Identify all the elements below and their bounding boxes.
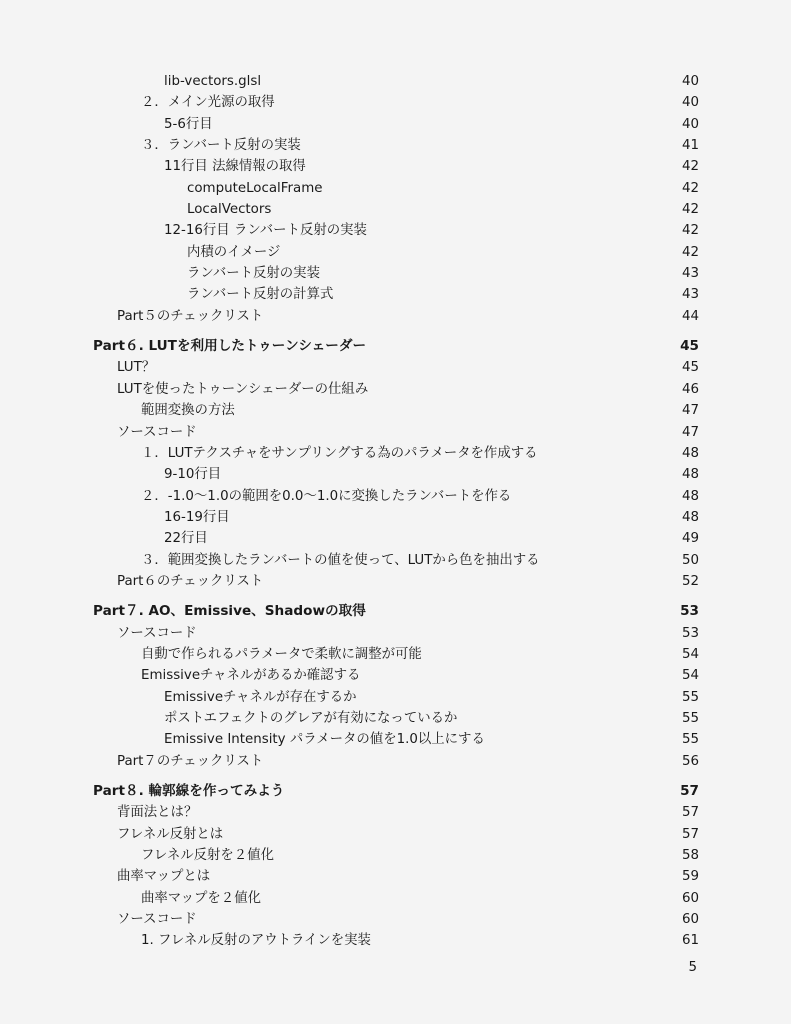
toc-entry-page: 50 (681, 552, 699, 568)
toc-entry[interactable] (93, 220, 699, 241)
toc-entry[interactable] (93, 909, 699, 930)
toc-entry-title: ソースコード (117, 424, 197, 440)
toc-entry[interactable] (93, 178, 699, 199)
toc-entry-page: 48 (681, 467, 699, 483)
toc-entry-title: ３．ランバート反射の実装 (141, 138, 301, 154)
toc-entry[interactable] (93, 422, 699, 443)
toc-entry-page: 43 (681, 266, 699, 282)
toc-entry-title: Emissiveチャネルがあるか確認する (141, 668, 361, 684)
toc-part-heading[interactable] (93, 781, 699, 802)
toc-entry-title: 5-6行目 (164, 116, 213, 132)
toc-entry-title: Part８. 輪郭線を作ってみよう (93, 783, 285, 799)
toc-entry-title: ランバート反射の実装 (187, 266, 320, 282)
toc-entry-title: ３．範囲変換したランバートの値を使って、LUTから色を抽出する (141, 552, 540, 568)
toc-entry-title: 1. フレネル反射のアウトラインを実装 (141, 933, 371, 949)
toc-entry-page: 42 (681, 223, 699, 239)
toc-entry-title: Emissive Intensity パラメータの値を1.0以上にする (164, 732, 485, 748)
toc-entry-title: ソースコード (117, 912, 197, 928)
toc-entry[interactable] (93, 486, 699, 507)
toc-entry-page: 48 (681, 445, 699, 461)
toc-entry-page: 44 (681, 308, 699, 324)
toc-entry-page: 60 (681, 890, 699, 906)
toc-entry[interactable] (93, 802, 699, 823)
toc-entry-page: 47 (681, 403, 699, 419)
toc-entry-page: 55 (681, 689, 699, 705)
toc-entry-page: 47 (681, 424, 699, 440)
toc-entry-title: 曲率マップとは (117, 869, 211, 885)
toc-entry-title: 背面法とは？ (117, 805, 198, 821)
page-number: 5 (688, 960, 697, 975)
toc-entry-title: computeLocalFrame (187, 180, 323, 196)
toc-entry-page: 54 (681, 646, 699, 662)
toc-entry-page: 57 (680, 783, 699, 799)
toc-part-heading[interactable] (93, 601, 699, 622)
toc-entry-title: LUT？ (117, 360, 156, 376)
toc-entry[interactable] (93, 92, 699, 113)
toc-entry-page: 53 (680, 603, 699, 620)
toc-entry-title: lib-vectors.glsl (164, 74, 262, 89)
toc-entry-page: 45 (681, 360, 699, 376)
toc-entry[interactable] (93, 687, 699, 708)
toc-part-heading[interactable] (93, 336, 699, 357)
toc-entry[interactable] (93, 71, 699, 92)
toc-entry-page: 41 (681, 138, 699, 154)
toc-entry[interactable] (93, 644, 699, 665)
toc-entry[interactable] (93, 729, 699, 750)
toc-entry[interactable] (93, 824, 699, 845)
toc-entry-page: 61 (681, 933, 699, 949)
toc-entry-title: 自動で作られるパラメータで柔軟に調整が可能 (141, 646, 422, 662)
toc-entry-page: 60 (681, 912, 699, 928)
toc-entry[interactable] (93, 443, 699, 464)
toc-entry[interactable] (93, 114, 699, 135)
toc-entry-page: 43 (681, 287, 699, 303)
toc-entry[interactable] (93, 708, 699, 729)
toc-entry[interactable] (93, 571, 699, 592)
toc-entry[interactable] (93, 379, 699, 400)
toc-entry-title: フレネル反射を２値化 (141, 848, 274, 864)
toc-entry[interactable] (93, 284, 699, 305)
toc-entry-page: 49 (681, 531, 699, 547)
toc-entry[interactable] (93, 528, 699, 549)
toc-entry-title: 内積のイメージ (187, 244, 281, 260)
toc-entry-page: 42 (681, 159, 699, 175)
toc-entry-title: 曲率マップを２値化 (141, 890, 261, 906)
toc-entry[interactable] (93, 156, 699, 177)
toc-entry-title: フレネル反射とは (117, 826, 224, 842)
toc-entry-title: Part５のチェックリスト (117, 308, 264, 324)
toc-entry[interactable] (93, 507, 699, 528)
toc-entry[interactable] (93, 263, 699, 284)
toc-entry-page: 42 (681, 244, 699, 260)
toc-entry-title: Emissiveチャネルが存在するか (164, 689, 357, 705)
toc-entry-page: 55 (681, 710, 699, 726)
toc-entry[interactable] (93, 665, 699, 686)
toc-entry-title: 22行目 (164, 531, 208, 547)
toc-entry[interactable] (93, 930, 699, 951)
toc-entry-title: １．LUTテクスチャをサンプリングする為のパラメータを作成する (141, 445, 538, 461)
toc-entry-title: ランバート反射の計算式 (187, 287, 334, 303)
toc-entry-page: 48 (681, 509, 699, 525)
toc-entry-title: LUTを使ったトゥーンシェーダーの仕組み (117, 381, 369, 397)
toc-entry-page: 54 (681, 668, 699, 684)
toc-entry-title: 11行目 法線情報の取得 (164, 159, 306, 175)
toc-entry-title: 12-16行目 ランバート反射の実装 (164, 223, 367, 239)
toc-entry-page: 52 (681, 573, 699, 589)
toc-entry[interactable] (93, 199, 699, 220)
toc-entry-title: Part７のチェックリスト (117, 753, 264, 769)
toc-entry[interactable] (93, 866, 699, 887)
toc-entry-page: 56 (681, 753, 699, 769)
toc-entry-title: 9-10行目 (164, 467, 222, 483)
toc-entry-page: 40 (681, 116, 699, 132)
toc-entry[interactable] (93, 400, 699, 421)
toc-entry[interactable] (93, 751, 699, 772)
toc-entry-page: 55 (681, 732, 699, 748)
toc-entry-page: 48 (681, 488, 699, 504)
toc-entry-title: 16-19行目 (164, 509, 230, 525)
toc-entry-title: LocalVectors (187, 202, 272, 218)
toc-entry-title: ソースコード (117, 625, 197, 641)
toc-entry-title: Part６. LUTを利用したトゥーンシェーダー (93, 338, 367, 355)
toc-entry[interactable] (93, 845, 699, 866)
toc-entry[interactable] (93, 135, 699, 156)
toc-entry-title: Part７. AO、Emissive、Shadowの取得 (93, 603, 366, 620)
toc-entry-page: 45 (680, 338, 699, 355)
toc-entry[interactable] (93, 623, 699, 644)
toc-entry-title: ポストエフェクトのグレアが有効になっているか (164, 710, 458, 726)
toc-entry[interactable] (93, 306, 699, 327)
toc-entry-page: 59 (681, 869, 699, 885)
toc-entry-page: 42 (681, 202, 699, 218)
toc-entry[interactable] (93, 242, 699, 263)
toc-entry-page: 40 (681, 95, 699, 111)
toc-entry[interactable] (93, 464, 699, 485)
toc-entry[interactable] (93, 888, 699, 909)
toc-entry-page: 42 (681, 180, 699, 196)
toc-entry[interactable] (93, 550, 699, 571)
toc-entry-page: 58 (681, 848, 699, 864)
toc-entry-title: ２．メイン光源の取得 (141, 95, 275, 111)
toc-entry-title: 範囲変換の方法 (141, 403, 235, 419)
toc-entry-page: 40 (681, 74, 699, 89)
toc-entry-page: 53 (681, 625, 699, 641)
toc-entry[interactable] (93, 357, 699, 378)
toc-entry-page: 46 (681, 381, 699, 397)
table-of-contents (93, 71, 699, 952)
toc-entry-title: ２．-1.0〜1.0の範囲を0.0〜1.0に変換したランバートを作る (141, 488, 512, 504)
toc-entry-page: 57 (681, 826, 699, 842)
toc-entry-page: 57 (681, 805, 699, 821)
toc-entry-title: Part６のチェックリスト (117, 573, 264, 589)
